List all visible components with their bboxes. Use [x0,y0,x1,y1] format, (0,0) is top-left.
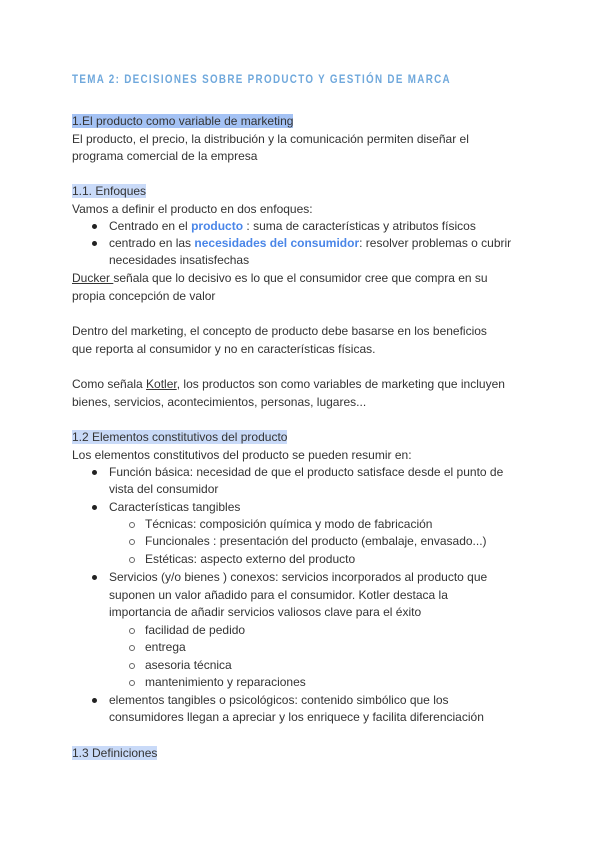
heading-text: 1.2 Elementos constitutivos del producto [72,430,288,444]
text: centrado en las [109,236,195,250]
section-heading [72,745,157,762]
bullet-icon [92,241,97,246]
heading-text: 1.3 Definiciones [72,746,158,760]
text: : suma de características y atributos físicos [243,219,476,233]
list-item: elementos tangibles o psicológicos: contenido simbólico que los [109,693,449,707]
author-name: Ducker [72,271,114,285]
bullet-icon [92,505,97,510]
circle-bullet-icon [129,522,135,528]
paragraph-line: Los elementos constitutivos del producto se pueden resumir en: [72,448,412,462]
sub-list-item: entrega [145,640,186,654]
text: Centrado en el [109,219,192,233]
list-item-cont: suponen un valor añadido para el consumidor. Kotler destaca la [109,588,448,602]
paragraph-line [72,270,488,287]
circle-bullet-icon [129,663,135,669]
bullet-icon [92,470,97,475]
list-item: Función básica: necesidad de que el producto satisface desde el punto de [109,465,504,479]
section-heading [72,183,146,200]
bullet-icon [92,698,97,703]
circle-bullet-icon [129,645,135,651]
document-title: TEMA 2: DECISIONES SOBRE PRODUCTO Y GESTIÓN DE MARCA [72,72,451,86]
section-heading [72,429,287,446]
paragraph-line: que reporta al consumidor y no en características físicas. [72,342,376,356]
paragraph-line: bienes, servicios, acontecimientos, personas, lugares... [72,395,367,409]
list-item-cont: consumidores llegan a apreciar y los enriquece y facilita diferenciación [109,710,484,724]
text: señala que lo decisivo es lo que el consumidor cree que compra en su [113,271,488,285]
list-item [109,218,476,235]
circle-bullet-icon [129,539,135,545]
paragraph-line: Vamos a definir el producto en dos enfoques: [72,202,313,216]
sub-list-item: Estéticas: aspecto externo del producto [145,552,356,566]
section-heading [72,113,293,130]
list-item: Servicios (y/o bienes ) conexos: servicios incorporados al producto que [109,570,488,584]
list-item-cont: necesidades insatisfechas [109,253,250,267]
bullet-icon [92,224,97,229]
paragraph-line: propia concepción de valor [72,289,216,303]
sub-list-item: mantenimiento y reparaciones [145,675,306,689]
paragraph-line [72,376,505,393]
text: Como señala [72,377,147,391]
circle-bullet-icon [129,628,135,634]
emphasis: producto [191,219,244,233]
bullet-icon [92,575,97,580]
heading-text: 1.1. Enfoques [72,184,147,198]
paragraph-line: Dentro del marketing, el concepto de producto debe basarse en los beneficios [72,324,487,338]
heading-text: 1.El producto como variable de marketing [72,114,294,128]
text: : resolver problemas o cubrir [359,236,512,250]
list-item-cont: importancia de añadir servicios valiosos clave para el éxito [109,605,422,619]
circle-bullet-icon [129,557,135,563]
sub-list-item: asesoria técnica [145,658,232,672]
paragraph-line: programa comercial de la empresa [72,149,258,163]
list-item: Características tangibles [109,500,241,514]
text: , los productos son como variables de marketing que incluyen [176,377,505,391]
circle-bullet-icon [129,680,135,686]
emphasis: necesidades del consumidor [194,236,360,250]
list-item-cont: vista del consumidor [109,482,219,496]
paragraph-line: El producto, el precio, la distribución y la comunicación permiten diseñar el [72,132,469,146]
list-item [109,235,511,252]
sub-list-item: Funcionales : presentación del producto (embalaje, envasado...) [145,534,487,548]
sub-list-item: facilidad de pedido [145,623,246,637]
sub-list-item: Técnicas: composición química y modo de fabricación [145,517,433,531]
author-name: Kotler [146,377,177,391]
